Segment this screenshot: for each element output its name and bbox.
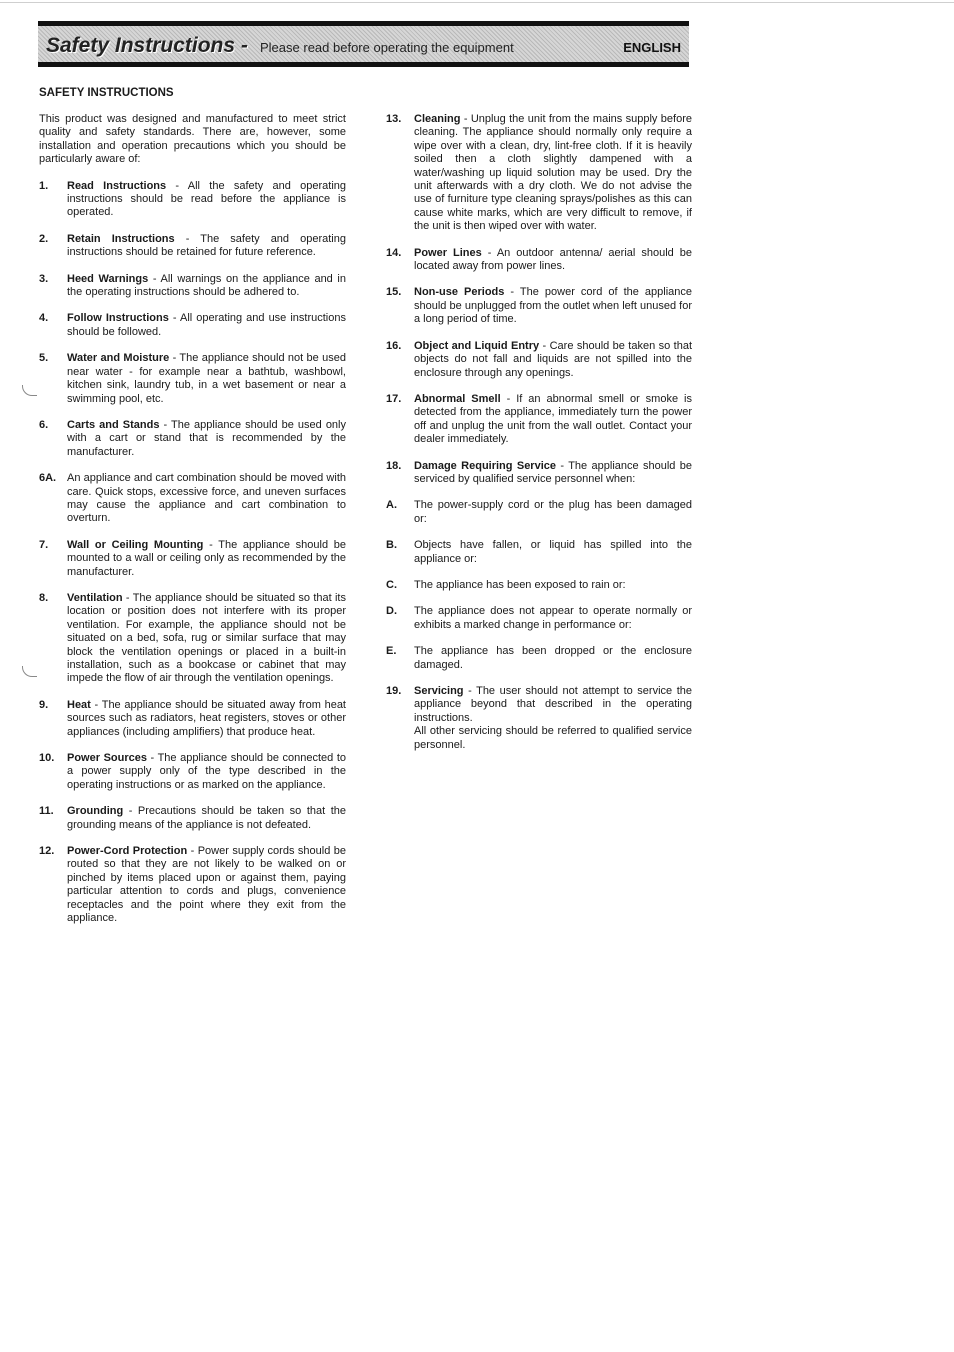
- item-body: [67, 472, 346, 526]
- item-text: - The appliance should be connected to a power supply only of the type described in the operating instructions or as marked on the appliance.: [67, 752, 346, 791]
- item-body: [67, 419, 346, 459]
- item-body: [67, 592, 346, 686]
- instruction-item: [39, 752, 346, 792]
- item-number: B.: [386, 539, 397, 552]
- item-number: 7.: [39, 538, 49, 551]
- item-number: 3.: [39, 272, 49, 285]
- margin-scan-mark: [22, 666, 37, 677]
- item-title: Power-Cord Protection: [67, 845, 188, 858]
- item-body: [67, 752, 346, 792]
- item-number: 14.: [386, 246, 402, 259]
- instruction-item: [386, 340, 692, 380]
- item-body: [414, 579, 692, 592]
- instruction-item: [386, 286, 692, 326]
- item-title: Power Lines: [414, 246, 482, 259]
- instruction-item: [39, 419, 346, 459]
- item-number: 8.: [39, 591, 49, 604]
- instruction-item: [39, 699, 346, 739]
- item-number: 16.: [386, 339, 402, 352]
- item-text: The appliance has been exposed to rain or:: [414, 578, 626, 591]
- instruction-item: [39, 312, 346, 339]
- intro-paragraph: This product was designed and manufactured to meet strict quality and safety standards. There are, however, some installation and operation precautions which you should be particularly aware of:: [39, 113, 346, 166]
- instruction-item: [39, 352, 346, 406]
- item-number: 6A.: [39, 472, 57, 485]
- item-text: - The appliance should be serviced by qualified service personnel when:: [414, 459, 692, 485]
- header-language: ENGLISH: [623, 40, 681, 55]
- item-body: [67, 699, 346, 739]
- instruction-item: [386, 393, 692, 447]
- item-body: [414, 605, 692, 632]
- instruction-item: [386, 645, 692, 672]
- margin-scan-mark: [22, 385, 37, 396]
- item-body: [414, 340, 692, 380]
- item-body: [67, 273, 346, 300]
- instruction-item: [386, 499, 692, 526]
- instruction-item: [39, 592, 346, 686]
- item-text: The power-supply cord or the plug has been damaged or:: [414, 499, 692, 525]
- item-number: 2.: [39, 232, 49, 245]
- item-title: Servicing: [414, 685, 464, 697]
- instruction-item: [386, 539, 692, 566]
- item-text: - The safety and operating instructions should be retained for future reference.: [67, 232, 346, 259]
- instruction-item: [39, 539, 346, 579]
- item-body: [414, 286, 692, 326]
- item-number: A.: [386, 499, 397, 512]
- item-body: [67, 180, 346, 220]
- item-title: Ventilation: [67, 591, 123, 604]
- item-text: - Power supply cords should be routed so that they are not likely to be walked on or pinched by items placed upon or against them, paying particular attention to cords and plugs, convenience receptacles and the point where they exit from the appliance.: [67, 845, 346, 925]
- item-body: [67, 805, 346, 832]
- item-text: - Precautions should be taken so that the grounding means of the appliance is not defeated.: [67, 805, 346, 831]
- item-text: - The power cord of the appliance should be unplugged from the outlet when left unused for a long period of time.: [414, 286, 692, 326]
- item-title: Damage Requiring Service: [414, 459, 557, 472]
- item-body: [414, 499, 692, 526]
- item-number: 12.: [39, 845, 55, 858]
- item-number: 15.: [386, 286, 402, 299]
- item-title: Heat: [67, 698, 91, 711]
- item-number: 19.: [386, 685, 402, 697]
- section-heading: SAFETY INSTRUCTIONS: [39, 87, 174, 99]
- item-text: - The appliance should be mounted to a wall or ceiling only as recommended by the manufacturer.: [67, 538, 346, 578]
- item-title: Follow Instructions: [67, 312, 169, 325]
- instruction-item: [39, 805, 346, 832]
- scan-edge-line: [0, 2, 954, 3]
- item-title: Cleaning: [414, 113, 461, 125]
- item-text: - The appliance should be situated so that its location or position does not interfere with its proper ventilation. For example, the appliance should not be situated on a bed, sofa, rug or similar surface that may block the ventilation openings or placed in a built-in installation, such as a bookcase or cabinet that may impede the flow of air through the ventilation openings.: [67, 591, 346, 685]
- item-body: [414, 539, 692, 566]
- item-text: - All the safety and operating instructions should be read before the appliance is operated.: [67, 179, 346, 219]
- item-body: [67, 539, 346, 579]
- item-body: [67, 845, 346, 925]
- item-text: - Care should be taken so that objects do not fall and liquids are not spilled into the enclosure through any openings.: [414, 339, 692, 379]
- item-extra-text: All other servicing should be referred to qualified service personnel.: [414, 725, 692, 751]
- item-number: D.: [386, 605, 397, 618]
- item-title: Read Instructions: [67, 179, 167, 192]
- header-subtitle: Please read before operating the equipment: [260, 40, 514, 55]
- item-number: E.: [386, 645, 397, 658]
- item-number: 6.: [39, 418, 49, 431]
- item-body: [414, 685, 692, 752]
- left-column: [39, 113, 346, 939]
- instruction-item: [39, 180, 346, 220]
- item-title: Grounding: [67, 805, 124, 818]
- left-instruction-list: [39, 180, 346, 926]
- item-text: - The appliance should be used only with a cart or stand that is recommended by the manufacturer.: [67, 418, 346, 458]
- item-text: - All warnings on the appliance and in the operating instructions should be adhered to.: [67, 272, 346, 299]
- instruction-item: [39, 472, 346, 526]
- item-text: - All operating and use instructions should be followed.: [67, 312, 346, 338]
- item-text: - The user should not attempt to service the appliance beyond that described in the operating instructions.: [414, 685, 692, 724]
- item-body: [414, 247, 692, 274]
- instruction-item: [386, 579, 692, 592]
- item-title: Object and Liquid Entry: [414, 339, 540, 352]
- instruction-item: [386, 605, 692, 632]
- item-title: Heed Warnings: [67, 272, 149, 285]
- right-column: [386, 113, 692, 765]
- item-body: [67, 233, 346, 260]
- item-body: [67, 312, 346, 339]
- item-title: Water and Moisture: [67, 352, 170, 365]
- item-body: [414, 113, 692, 234]
- right-instruction-list: [386, 113, 692, 752]
- item-number: 10.: [39, 752, 55, 765]
- item-text: - The appliance should not be used near water - for example near a bathtub, washbowl, kitchen sink, laundry tub, in a wet basement or near a swimming pool, etc.: [67, 352, 346, 405]
- item-number: 5.: [39, 352, 49, 365]
- page-header-banner: [38, 21, 689, 67]
- item-title: Abnormal Smell: [414, 392, 501, 405]
- item-number: 13.: [386, 113, 402, 125]
- item-text: - Unplug the unit from the mains supply before cleaning. The appliance should normally only require a wipe over with a clean, dry, lint-free cloth. If it is heavily soiled then a cloth slightly dampened with a water/washing up liquid solution may be used. Dry the unit afterwards with a dry cloth. We do not advise the use of furniture type cleaning sprays/polishes as this can cause white marks, which are very difficult to remove, if the unit is then wiped over with water.: [414, 113, 692, 233]
- item-number: C.: [386, 578, 397, 591]
- instruction-item: [39, 845, 346, 925]
- item-number: 17.: [386, 392, 402, 405]
- item-number: 9.: [39, 698, 49, 711]
- item-text: The appliance has been dropped or the enclosure damaged.: [414, 645, 692, 671]
- instruction-item: [386, 460, 692, 487]
- item-title: Power Sources: [67, 752, 147, 765]
- item-text: The appliance does not appear to operate normally or exhibits a marked change in performance or:: [414, 605, 692, 631]
- item-title: Carts and Stands: [67, 418, 160, 431]
- item-number: 11.: [39, 805, 54, 818]
- item-title: Wall or Ceiling Mounting: [67, 538, 204, 551]
- instruction-item: [386, 685, 692, 752]
- item-body: [414, 393, 692, 447]
- item-text: An appliance and cart combination should be moved with care. Quick stops, excessive force, and uneven surfaces may cause the appliance and cart combination to overturn.: [67, 472, 346, 525]
- item-text: - If an abnormal smell or smoke is detected from the appliance, immediately turn the power off and unplug the unit from the wall outlet. Contact your dealer immediately.: [414, 392, 692, 446]
- item-body: [414, 645, 692, 672]
- instruction-item: [39, 273, 346, 300]
- item-title: Retain Instructions: [67, 232, 175, 245]
- item-text: - An outdoor antenna/ aerial should be located away from power lines.: [414, 246, 692, 273]
- item-number: 18.: [386, 459, 402, 472]
- item-text: Objects have fallen, or liquid has spilled into the appliance or:: [414, 539, 692, 565]
- item-body: [414, 460, 692, 487]
- item-title: Non-use Periods: [414, 286, 505, 299]
- instruction-item: [386, 113, 692, 234]
- instruction-item: [386, 247, 692, 274]
- header-title: Safety Instructions -: [46, 34, 248, 57]
- item-text: - The appliance should be situated away from heat sources such as radiators, heat registers, stoves or other appliances (including amplifiers) that produce heat.: [67, 698, 346, 738]
- item-number: 4.: [39, 312, 49, 325]
- item-body: [67, 352, 346, 406]
- item-number: 1.: [39, 179, 49, 192]
- instruction-item: [39, 233, 346, 260]
